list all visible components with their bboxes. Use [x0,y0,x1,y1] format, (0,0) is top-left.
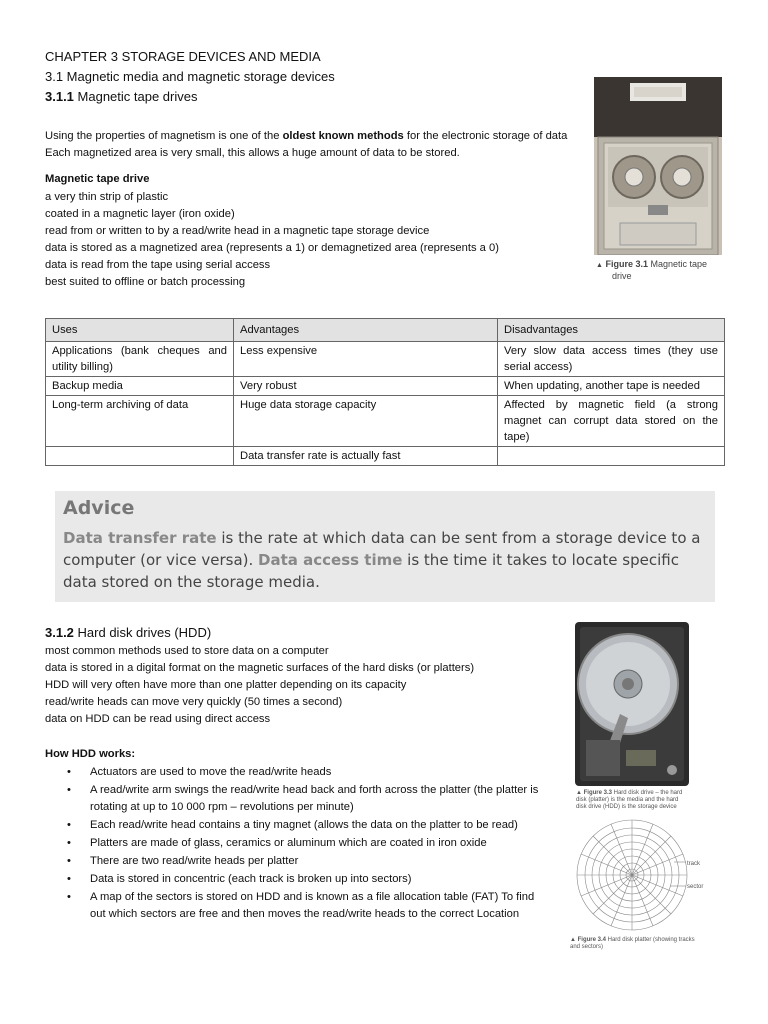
figure-text: Hard disk drive – the hard disk (platter) is the media and the hard disk drive (HDD) is the storage device [576,790,683,810]
table-cell: Affected by magnetic field (a strong magnet can corrupt data stored on the tape) [498,396,725,447]
table-header: Disadvantages [498,319,725,342]
hdd-line: HDD will very often have more than one platter depending on its capacity [45,679,407,691]
advice-box [55,491,715,602]
advice-keyword: Data transfer rate [63,529,217,547]
hdd-bullet-list [62,764,552,924]
figure-3-3-caption [576,790,690,811]
bullet-icon: • [67,766,71,778]
bullet-icon: • [67,873,71,885]
table-cell [498,447,725,466]
tape-line: data is stored as a magnetized area (represents a 1) or demagnetized area (represents a 0) [45,242,499,254]
table-cell: Applications (bank cheques and utility billing) [46,342,234,377]
hdd-line: data is stored in a digital format on the magnetic surfaces of the hard disks (or platters) [45,662,475,674]
tape-comparison-table [45,318,725,466]
triangle-marker-icon: ▲ [576,790,582,796]
list-item [62,817,552,834]
bullet-icon: • [67,819,71,831]
figure-label: Figure 3.4 [577,937,606,943]
bullet-text: Platters are made of glass, ceramics or aluminum which are coated in iron oxide [90,837,487,849]
bullet-icon: • [67,891,71,903]
subsection-title-hdd [45,624,211,642]
sector-label: sector [687,884,704,890]
figure-text: Hard disk platter (showing tracks and sectors) [570,937,695,950]
advice-sentence: is the rate at which data can be sent from a storage device to a computer (or vice versa). [63,529,701,569]
tape-line: a very thin strip of plastic [45,191,169,203]
tape-line: data is read from the tape using serial access [45,259,271,271]
intro-bold: oldest known methods [282,130,404,142]
figure-text: Magnetic tape [647,259,708,269]
list-item [62,782,552,816]
advice-sentence: is the time it takes to locate specific data stored on the storage media. [63,551,679,591]
subsection-number: 3.1.2 [45,625,74,640]
intro-text: for the electronic storage of data [403,130,568,142]
bullet-text: Data is stored in concentric (each track is broken up into sectors) [90,873,412,885]
tape-line: coated in a magnetic layer (iron oxide) [45,208,235,220]
bullet-icon: • [67,837,71,849]
table-cell: Long-term archiving of data [46,396,234,447]
figure-label: Figure 3.1 [605,259,648,269]
table-cell: Very robust [234,377,498,396]
hard-disk-drive-image [572,622,692,787]
bullet-text: A map of the sectors is stored on HDD and is known as a file allocation table (FAT) To find out which sectors are free and then moves the read/write heads to the correct Location [90,891,535,920]
triangle-marker-icon: ▲ [596,262,603,269]
subsection-text: Magnetic tape drives [73,89,198,104]
table-cell: Huge data storage capacity [234,396,498,447]
how-hdd-works-heading: How HDD works: [45,748,136,760]
intro-text: Using the properties of magnetism is one of the [45,130,283,142]
table-header: Uses [46,319,234,342]
list-item [62,835,552,852]
hdd-lines [45,643,474,728]
intro-line-2: Each magnetized area is very small, this allows a huge amount of data to be stored. [45,147,460,159]
table-row [46,396,725,447]
table-row [46,342,725,377]
table-cell: Less expensive [234,342,498,377]
figure-3-1-caption [596,259,726,282]
subsection-text: Hard disk drives (HDD) [73,625,212,640]
advice-text [63,527,711,593]
table-cell: Very slow data access times (they use serial access) [498,342,725,377]
tape-lines [45,189,499,291]
table-header-row [46,319,725,342]
tape-drive-image [594,77,722,255]
figure-text: drive [612,271,632,281]
table-cell: When updating, another tape is needed [498,377,725,396]
hdd-line: most common methods used to store data on a computer [45,645,329,657]
hdd-line: data on HDD can be read using direct access [45,713,271,725]
table-header: Advantages [234,319,498,342]
table-cell: Backup media [46,377,234,396]
bullet-text: Actuators are used to move the read/write heads [90,766,332,778]
list-item [62,889,552,923]
tape-heading: Magnetic tape drive [45,173,150,185]
hdd-line: read/write heads can move very quickly (50 times a second) [45,696,343,708]
bullet-icon: • [67,855,71,867]
list-item [62,853,552,870]
list-item [62,764,552,781]
subsection-number: 3.1.1 [45,89,74,104]
table-cell [46,447,234,466]
advice-keyword: Data access time [258,551,403,569]
figure-label: Figure 3.3 [583,790,612,796]
bullet-text: A read/write arm swings the read/write head back and forth across the platter (the platter is rotating at up to 10 000 rpm – revolutions per minute) [90,784,539,813]
bullet-text: Each read/write head contains a tiny magnet (allows the data on the platter to be read) [90,819,518,831]
subsection-title-tape [45,88,198,106]
table-cell: Data transfer rate is actually fast [234,447,498,466]
triangle-marker-icon: ▲ [570,937,576,943]
track-label: track [687,861,701,867]
chapter-title: CHAPTER 3 STORAGE DEVICES AND MEDIA [45,49,321,64]
figure-3-4-caption [570,937,705,951]
bullet-text: There are two read/write heads per platter [90,855,299,867]
section-title: 3.1 Magnetic media and magnetic storage devices [45,69,335,84]
bullet-icon: • [67,784,71,796]
tape-line: read from or written to by a read/write head in a magnetic tape storage device [45,225,430,237]
table-row [46,447,725,466]
platter-diagram [570,816,720,936]
intro-line-1 [45,128,567,145]
tape-line: best suited to offline or batch processing [45,276,246,288]
table-row [46,377,725,396]
list-item [62,871,552,888]
advice-title: Advice [63,497,135,519]
